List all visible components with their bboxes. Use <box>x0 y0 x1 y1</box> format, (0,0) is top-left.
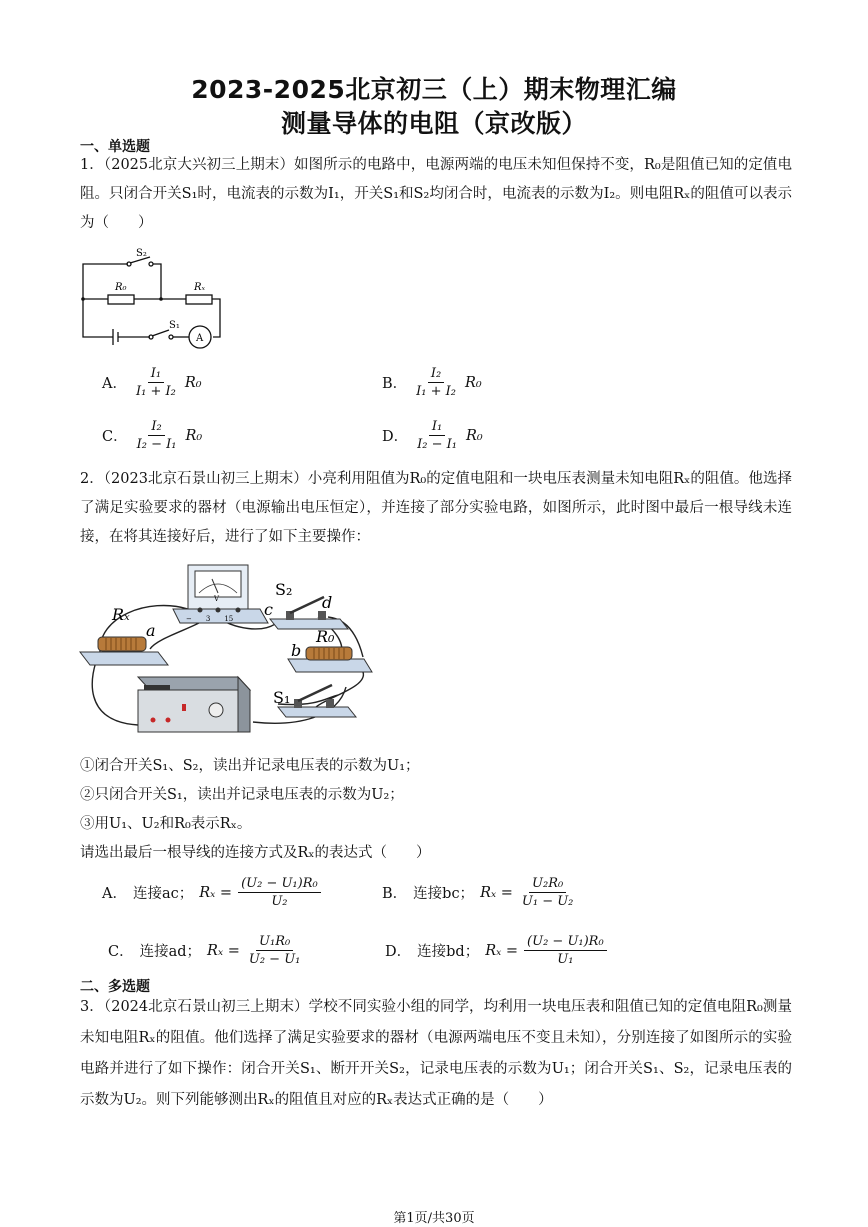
q2-option-c[interactable]: C． 连接ad； Rₓ = $\frac{\text{U₁R₀}}{\text{U₂ − U₁}}$ <box>108 934 301 967</box>
label-rx: Rₓ <box>194 282 206 293</box>
q1-option-a[interactable]: A． $\frac{\text{I₁}}{\text{I₁ + I₂}}$ R₀ <box>102 366 202 399</box>
q2-step-3: ③用U₁、U₂和R₀表示Rₓ。 <box>80 816 252 832</box>
ammeter-label: A <box>196 333 204 344</box>
label-b: b <box>291 641 302 660</box>
question-2-apparatus-diagram <box>78 557 378 739</box>
q2-step-1: ①闭合开关S₁、S₂，读出并记录电压表的示数为U₁； <box>80 758 420 774</box>
section-heading-multi: 二、多选题 <box>80 979 150 995</box>
label-r0: R₀ <box>115 282 127 293</box>
q2-option-d[interactable]: D． 连接bd； Rₓ = $\frac{\text{(U₂ − U₁)R₀}}{\text{U₁}}$ <box>385 933 607 968</box>
q2-option-a[interactable]: A． 连接ac； Rₓ = $\frac{\text{(U₂ − U₁)R₀}}{\text{U₂}}$ <box>102 875 321 910</box>
q1-option-d[interactable]: D． $\frac{\text{I₁}}{\text{I₂ − I₁}}$ R₀ <box>382 419 483 452</box>
question-1-circuit-diagram <box>78 244 228 356</box>
label-s1: S₁ <box>273 688 291 707</box>
label-c: c <box>264 600 273 619</box>
label-s1: S₁ <box>169 320 180 331</box>
page-subtitle: 测量导体的电阻（京改版） <box>280 109 587 138</box>
voltmeter-v-label: V <box>214 595 220 603</box>
question-2-text: 2．（2023北京石景山初三上期末）小亮利用阻值为R₀的定值电阻和一块电压表测量未知电阻Rₓ的阻值。他选择了满足实验要求的器材（电源输出电压恒定），并连接了部分实验电路，如图所示，此时图中最后一根导线未连接，在将其连接好后，进行了如下主要操作： <box>80 471 792 545</box>
q1-option-c[interactable]: C． $\frac{\text{I₂}}{\text{I₂ − I₁}}$ R₀ <box>102 419 203 452</box>
label-d: d <box>322 593 333 612</box>
page-footer: 第1页/共30页 <box>393 1211 475 1226</box>
page-title: 2023-2025北京初三（上）期末物理汇编 <box>191 75 677 104</box>
question-1-text: 1．（2025北京大兴初三上期末）如图所示的电路中，电源两端的电压未知但保持不变，R₀是阻值已知的定值电阻。只闭合开关S₁时，电流表的示数为I₁，开关S₁和S₂均闭合时，电流表的示数为I₂。则电阻Rₓ的阻值可以表示为（ ） <box>80 157 792 231</box>
label-rx: Rₓ <box>112 605 130 624</box>
q1-option-b[interactable]: B． $\frac{\text{I₂}}{\text{I₁ + I₂}}$ R₀ <box>382 366 482 399</box>
q2-step-2: ②只闭合开关S₁，读出并记录电压表的示数为U₂； <box>80 787 404 803</box>
label-s2: S₂ <box>136 248 147 259</box>
label-s2: S₂ <box>275 580 293 599</box>
section-heading-single: 一、单选题 <box>80 139 150 155</box>
q2-option-b[interactable]: B． 连接bc； Rₓ = $\frac{\text{U₂R₀}}{\text{U₁ − U₂}}$ <box>382 876 574 909</box>
q2-prompt: 请选出最后一根导线的连接方式及Rₓ的表达式（ ） <box>80 845 431 861</box>
label-r0: R₀ <box>316 627 335 646</box>
label-a: a <box>146 621 156 640</box>
question-3-text: 3．（2024北京石景山初三上期末）学校不同实验小组的同学，均利用一块电压表和阻值已知的定值电阻R₀测量未知电阻Rₓ的阻值。他们选择了满足实验要求的器材（电源两端电压不变且未知），分别连接了如图所示的实验电路并进行了如下操作：闭合开关S₁、断开开关S₂，记录电压表的示数为U₁；闭合开关S₁、S₂，记录电压表的示数为U₂。则下列能够测出Rₓ的阻值且对应的Rₓ表达式正确的是（ ） <box>80 999 792 1108</box>
voltmeter-terminal-labels: − 3 15 <box>186 615 234 623</box>
